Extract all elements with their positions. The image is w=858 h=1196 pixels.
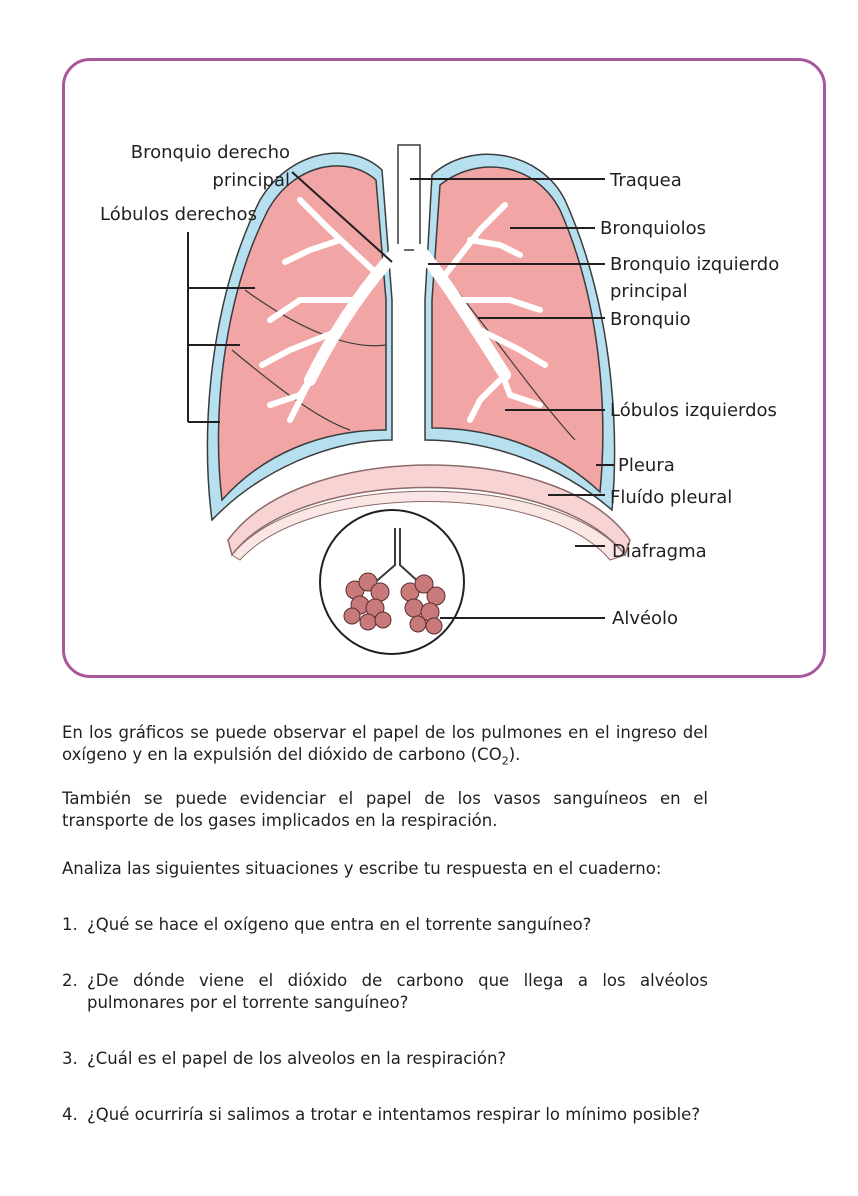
label-alveolo: Alvéolo [612,608,679,629]
label-diafragma: Diafragma [612,541,707,562]
label-bronquio-izquierdo: Bronquio izquierdo [610,254,780,275]
co2-subscript: 2 [501,754,509,768]
question-2: 2. ¿De dónde viene el dióxido de carbono que llega a los alvéolos pulmonares por el torrente sanguíneo? [62,971,708,1012]
question-3: 3. ¿Cuál es el papel de los alveolos en la respiración? [62,1049,507,1068]
label-bronquio: Bronquio [610,309,691,330]
intro-paragraph-2: También se puede evidenciar el papel de los vasos sanguíneos en el transporte de los gases implicados en la respiración. [62,789,708,830]
label-traquea: Traquea [610,170,682,191]
alveolus-inset [320,510,464,654]
label-bronquio-derecho: Bronquio derecho [130,142,290,163]
question-1: 1. ¿Qué se hace el oxígeno que entra en el torrente sanguíneo? [62,915,592,934]
label-pleura: Pleura [618,455,675,476]
label-lobulos-derechos: Lóbulos derechos [100,204,257,225]
label-bronquio-derecho-principal: principal [212,170,290,191]
instruction-text: Analiza las siguientes situaciones y escribe tu respuesta en el cuaderno: [62,859,662,878]
label-bronquio-izquierdo-principal: principal [610,281,688,302]
trachea [398,145,420,250]
intro-paragraph-1: En los gráficos se puede observar el papel de los pulmones en el ingreso del oxígeno y en la expulsión del dióxido de carbono $(CO_2)$. [62,723,708,768]
label-lobulos-izquierdos: Lóbulos izquierdos [610,400,777,421]
question-4: 4. ¿Qué ocurriría si salimos a trotar e intentamos respirar lo mínimo posible? [62,1105,701,1124]
label-fluido-pleural: Fluído pleural [610,487,733,508]
label-bronquiolos: Bronquiolos [600,218,707,239]
